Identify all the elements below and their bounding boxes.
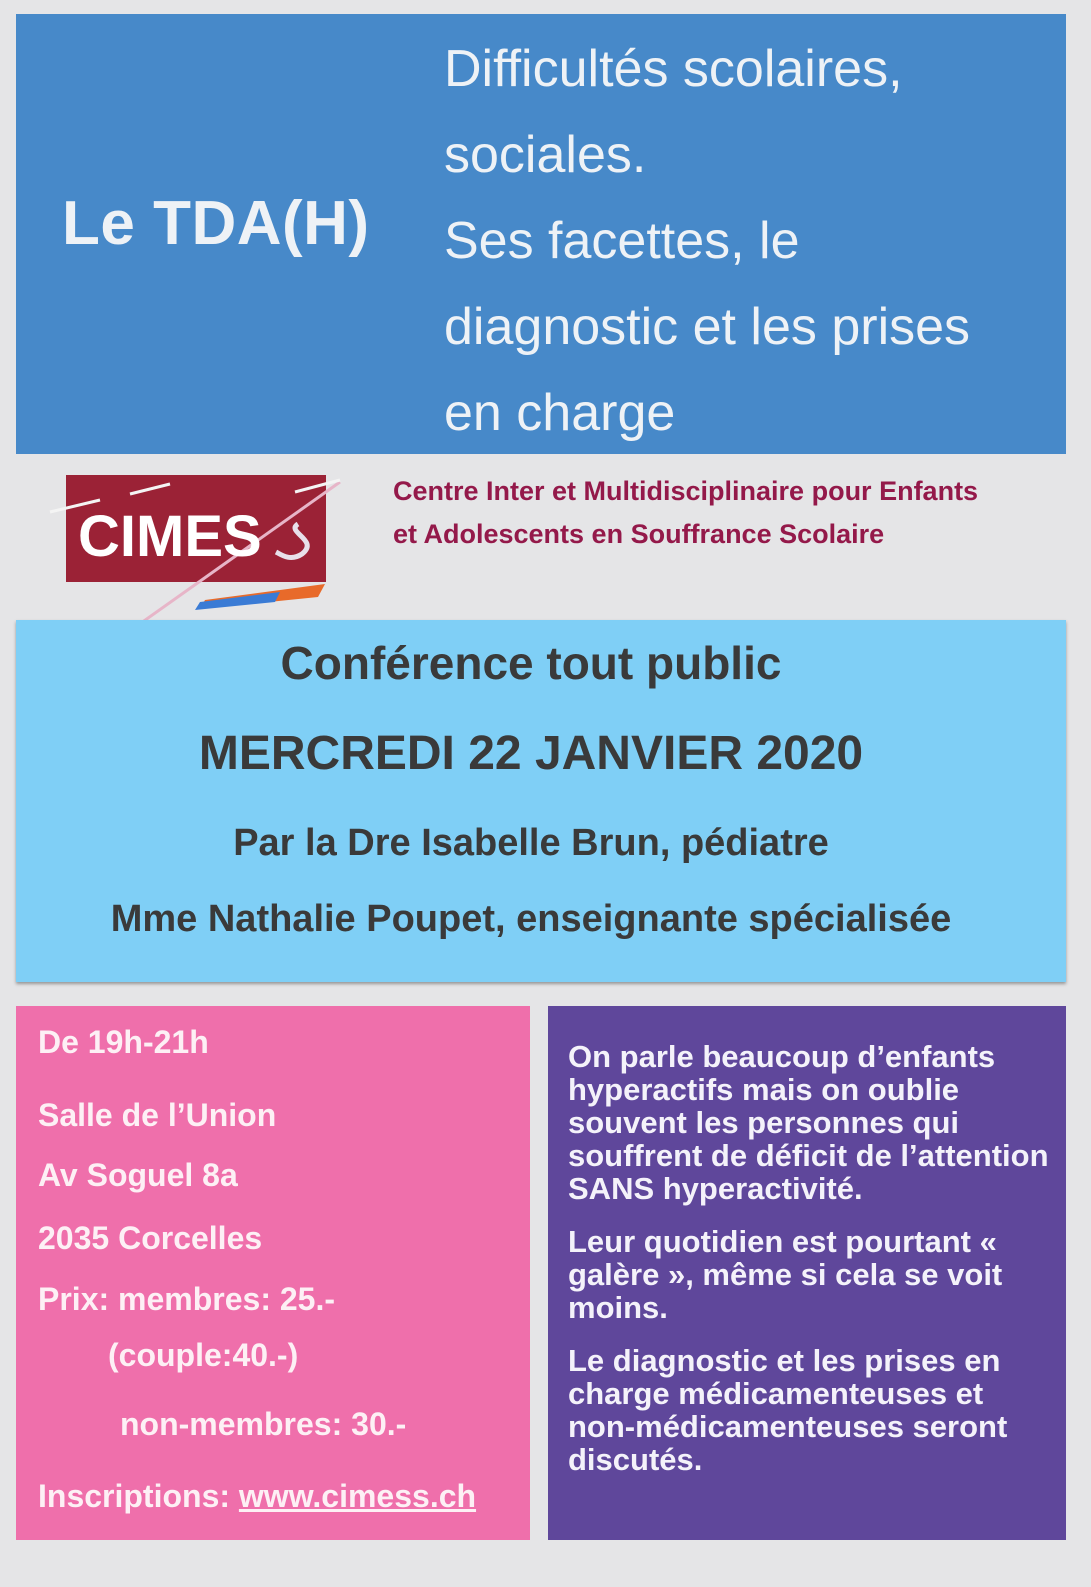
main-title: Le TDA(H) [62, 189, 370, 258]
description-paragraph: On parle beaucoup d’enfants hyperactifs mais on oublie souvent les personnes qui souffrent de déficit de l’attention SANS hyperactivité. [568, 1039, 1049, 1206]
event-city: 2035 Corcelles [38, 1220, 263, 1256]
conference-type: Conférence tout public [280, 637, 782, 689]
description-paragraph: Le diagnostic et les prises en charge médicamenteuses et non-médicamenteuses seront discutés. [568, 1343, 1008, 1477]
subtitle-line: sociales. [444, 126, 647, 184]
event-street: Av Soguel 8a [38, 1157, 238, 1193]
registration-link[interactable]: www.cimess.ch [238, 1478, 477, 1514]
price-nonmembers: non-membres: 30.- [120, 1406, 407, 1442]
speaker-2: Mme Nathalie Poupet, enseignante spécialisée [110, 898, 952, 940]
conference-date: MERCREDI 22 JANVIER 2020 [198, 727, 864, 780]
subtitle-line: diagnostic et les prises [444, 298, 971, 356]
subtitle-line: Difficultés scolaires, [444, 40, 903, 98]
registration-label: Inscriptions: [38, 1478, 239, 1514]
description-text [568, 1040, 1058, 1496]
price-members: Prix: membres: 25.- [38, 1281, 336, 1317]
event-time: De 19h-21h [38, 1024, 209, 1060]
price-couple: (couple:40.-) [108, 1337, 299, 1373]
subtitle-line: Ses facettes, le [444, 212, 800, 270]
subtitle [444, 26, 1064, 456]
practical-info-box [16, 1006, 530, 1540]
registration [38, 1478, 476, 1515]
logo-text: CIMES [78, 504, 262, 569]
description-paragraph: Leur quotidien est pourtant « galère », même si cela se voit moins. [568, 1224, 1003, 1325]
speaker-1: Par la Dre Isabelle Brun, pédiatre [233, 822, 829, 864]
organization-name-line: et Adolescents en Souffrance Scolaire [393, 519, 885, 549]
subtitle-line: en charge [444, 384, 676, 442]
organization-name-line: Centre Inter et Multidisciplinaire pour Enfants [393, 476, 979, 506]
event-venue: Salle de l’Union [38, 1097, 277, 1133]
organization-name [393, 470, 1063, 556]
